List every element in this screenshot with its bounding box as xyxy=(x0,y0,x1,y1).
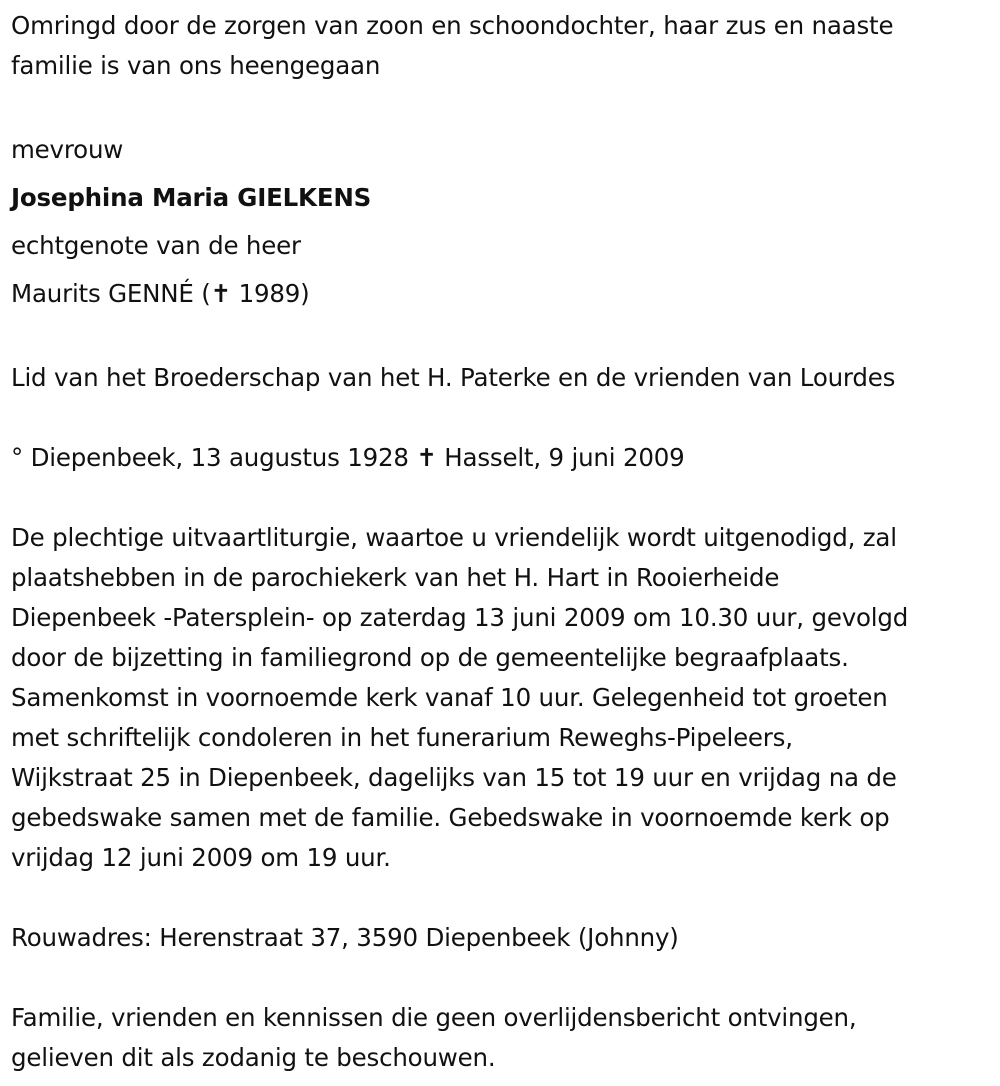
deceased-name: Josephina Maria GIELKENS xyxy=(11,183,372,212)
intro-line-1: Omringd door de zorgen van zoon en schoondochter, haar zus en naaste xyxy=(11,11,894,40)
spacer xyxy=(11,878,996,918)
intro-line-2: familie is van ons heengegaan xyxy=(11,51,381,80)
ceremony-line: Wijkstraat 25 in Diepenbeek, dagelijks van 15 tot 19 uur en vrijdag na de xyxy=(11,763,897,792)
closing-line-2: gelieven dit als zodanig te beschouwen. xyxy=(11,1043,496,1072)
ceremony-line: met schriftelijk condoleren in het funerarium Reweghs-Pipeleers, xyxy=(11,723,793,752)
ceremony-line: Diepenbeek -Patersplein- op zaterdag 13 juni 2009 om 10.30 uur, gevolgd xyxy=(11,603,909,632)
ceremony-line: vrijdag 12 juni 2009 om 19 uur. xyxy=(11,843,391,872)
spacer xyxy=(11,86,996,126)
closing-line-1: Familie, vrienden en kennissen die geen overlijdensbericht ontvingen, xyxy=(11,1003,857,1032)
obituary-document xyxy=(11,6,996,1078)
spacer xyxy=(11,398,996,438)
ceremony-paragraph xyxy=(11,518,996,878)
spacer xyxy=(11,958,996,998)
deceased-title: mevrouw xyxy=(11,135,124,164)
spacer xyxy=(11,478,996,518)
deceased-spouse: Maurits GENNÉ (✝ 1989) xyxy=(11,279,310,308)
spacer xyxy=(11,318,996,358)
membership-text: Lid van het Broederschap van het H. Paterke en de vrienden van Lourdes xyxy=(11,363,896,392)
ceremony-line: plaatshebben in de parochiekerk van het H. Hart in Rooierheide xyxy=(11,563,780,592)
ceremony-line: gebedswake samen met de familie. Gebedswake in voornoemde kerk op xyxy=(11,803,890,832)
birth-death-dates: ° Diepenbeek, 13 augustus 1928 ✝ Hasselt, 9 juni 2009 xyxy=(11,443,685,472)
mourning-address: Rouwadres: Herenstraat 37, 3590 Diepenbeek (Johnny) xyxy=(11,923,679,952)
ceremony-line: door de bijzetting in familiegrond op de gemeentelijke begraafplaats. xyxy=(11,643,849,672)
ceremony-line: Samenkomst in voornoemde kerk vanaf 10 uur. Gelegenheid tot groeten xyxy=(11,683,888,712)
ceremony-line: De plechtige uitvaartliturgie, waartoe u vriendelijk wordt uitgenodigd, zal xyxy=(11,523,897,552)
deceased-relation: echtgenote van de heer xyxy=(11,231,301,260)
